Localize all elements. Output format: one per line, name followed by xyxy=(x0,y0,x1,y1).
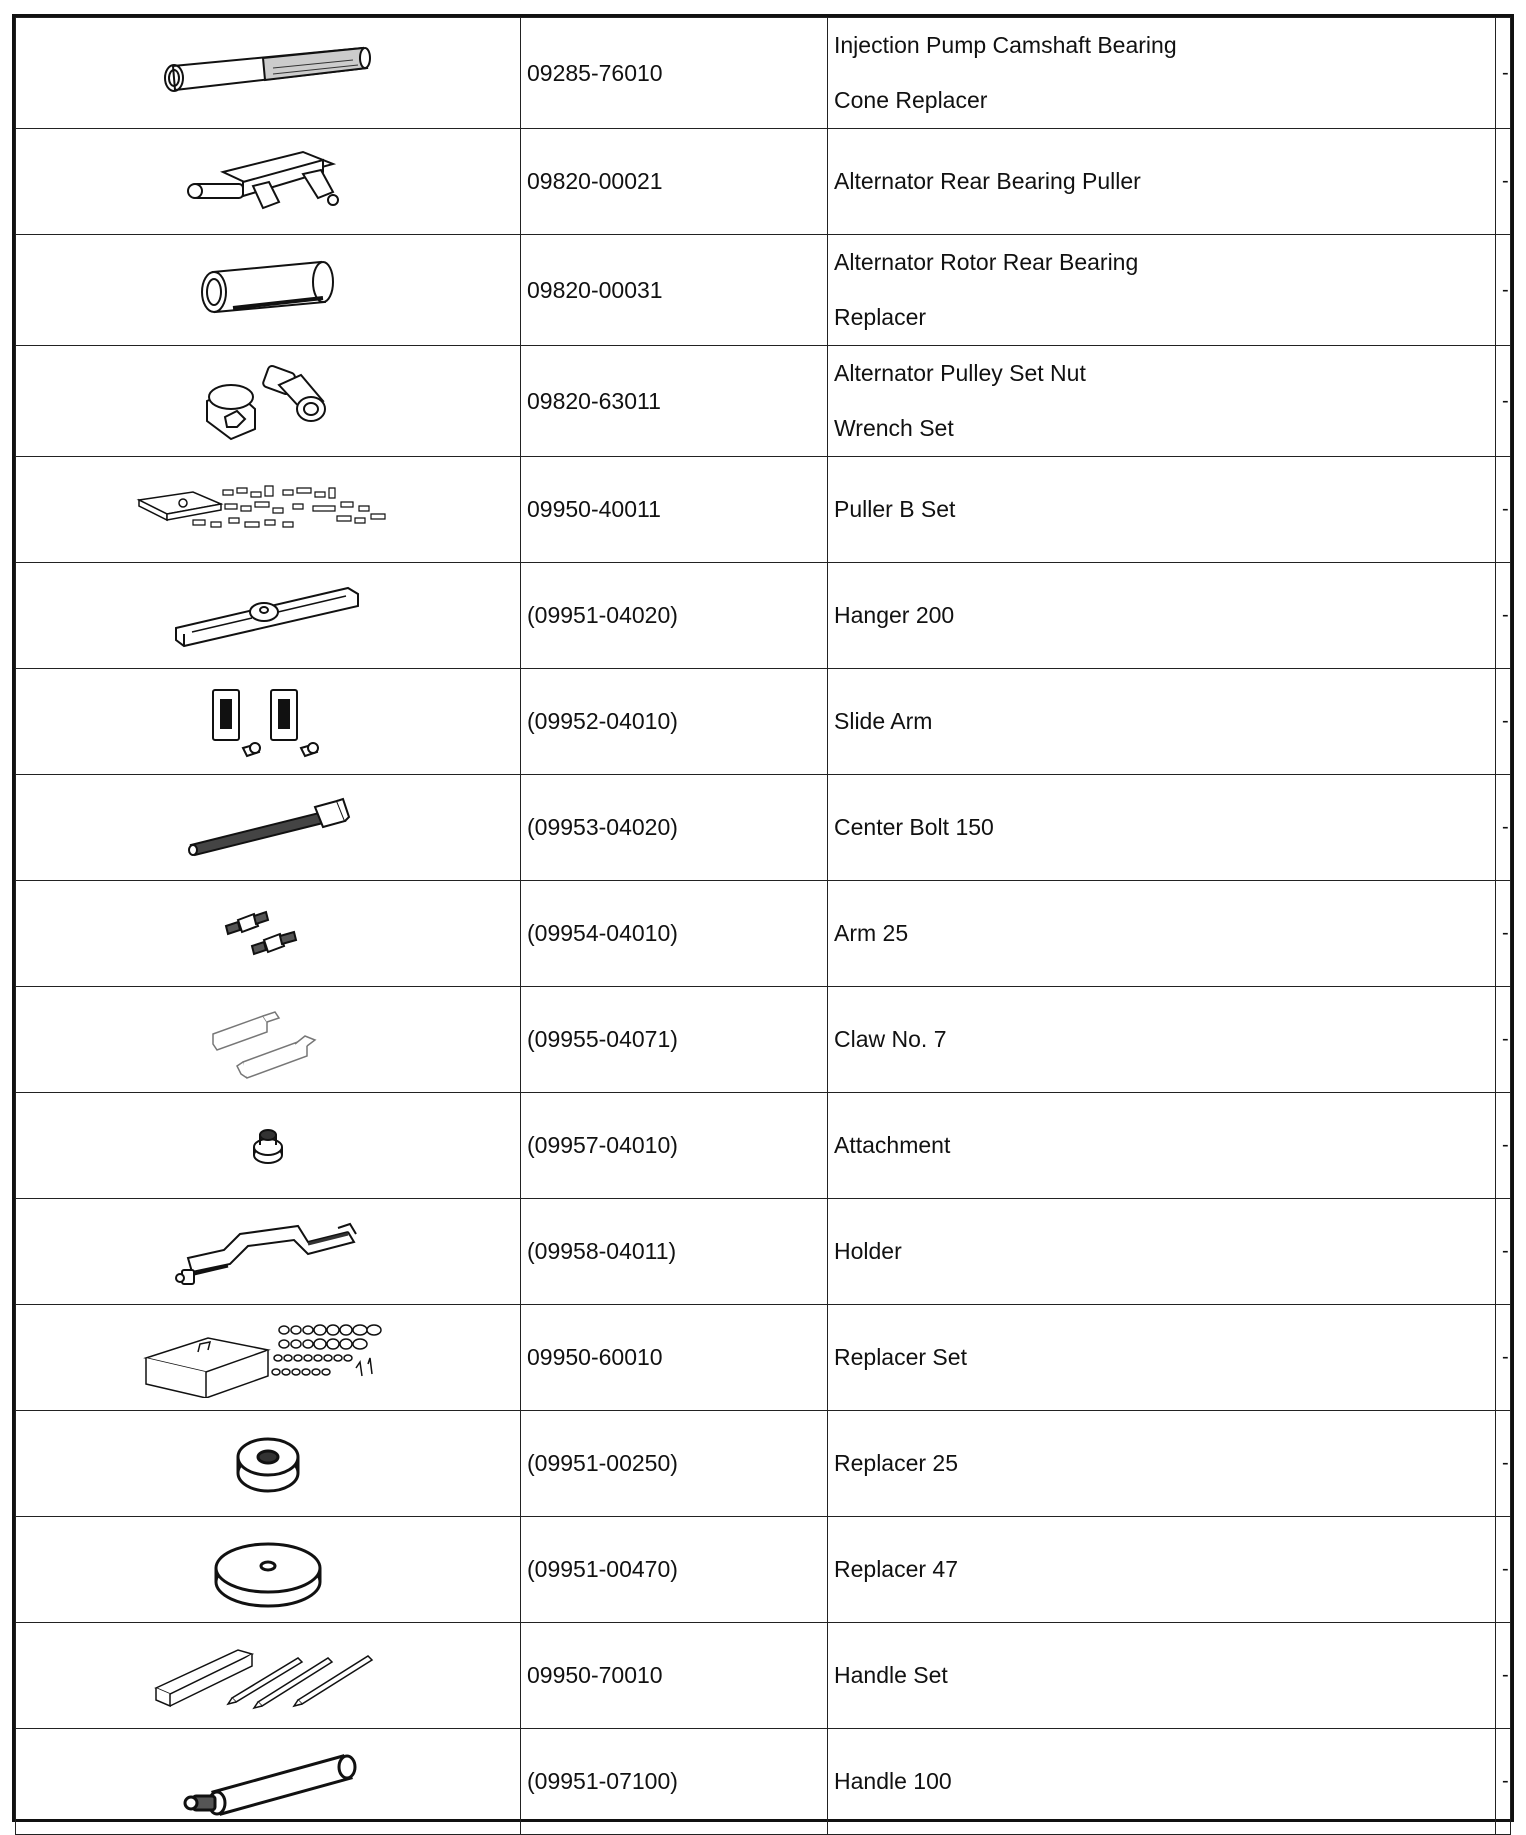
handle-set-icon xyxy=(148,1636,388,1716)
description-line: Alternator Rear Bearing Puller xyxy=(834,168,1141,194)
tool-illustration-cell xyxy=(16,987,521,1093)
note-cell: - xyxy=(1496,129,1511,235)
description-line: Replacer 47 xyxy=(834,1556,959,1582)
description-line: Alternator Pulley Set Nut xyxy=(834,360,1086,386)
table-row xyxy=(16,1729,1511,1835)
note-cell: - xyxy=(1496,235,1511,346)
tool-illustration-cell xyxy=(16,775,521,881)
note-cell: - xyxy=(1496,1517,1511,1623)
tool-description xyxy=(828,235,1496,346)
tool-description xyxy=(828,18,1496,129)
tool-description xyxy=(828,1411,1496,1517)
tool-description xyxy=(828,881,1496,987)
part-number: 09820-63011 xyxy=(521,346,828,457)
table-row xyxy=(16,346,1511,457)
note-cell: - xyxy=(1496,563,1511,669)
part-number: (09951-00470) xyxy=(521,1517,828,1623)
tool-description xyxy=(828,1199,1496,1305)
table-row xyxy=(16,775,1511,881)
tool-illustration-cell xyxy=(16,1305,521,1411)
replacer-set-icon xyxy=(138,1318,398,1398)
table-row xyxy=(16,669,1511,775)
bearing-cone-replacer-icon xyxy=(153,38,383,108)
part-number: (09955-04071) xyxy=(521,987,828,1093)
tool-description xyxy=(828,563,1496,669)
note-cell: - xyxy=(1496,881,1511,987)
tool-illustration-cell xyxy=(16,1411,521,1517)
description-line: Replacer 25 xyxy=(834,1450,959,1476)
description-line: Attachment xyxy=(834,1132,951,1158)
part-number: (09958-04011) xyxy=(521,1199,828,1305)
table-row xyxy=(16,987,1511,1093)
description-line: Claw No. 7 xyxy=(834,1026,947,1052)
claw-icon xyxy=(203,1000,333,1080)
table-row xyxy=(16,1305,1511,1411)
tool-description xyxy=(828,1729,1496,1835)
bearing-replacer-tube-icon xyxy=(193,250,343,330)
description-line: Wrench Set xyxy=(834,415,954,441)
puller-set-icon xyxy=(133,480,403,540)
tool-description xyxy=(828,987,1496,1093)
description-line: Holder xyxy=(834,1238,902,1264)
table-row xyxy=(16,1517,1511,1623)
table-row xyxy=(16,1623,1511,1729)
note-cell: - xyxy=(1496,1305,1511,1411)
part-number: (09951-04020) xyxy=(521,563,828,669)
tool-description xyxy=(828,1517,1496,1623)
tool-illustration-cell xyxy=(16,346,521,457)
part-number: (09953-04020) xyxy=(521,775,828,881)
tool-illustration-cell xyxy=(16,1729,521,1835)
tool-illustration-cell xyxy=(16,669,521,775)
table-row xyxy=(16,563,1511,669)
bearing-puller-icon xyxy=(183,142,353,222)
note-cell: - xyxy=(1496,775,1511,881)
description-line: Cone Replacer xyxy=(834,87,988,113)
description-line: Replacer Set xyxy=(834,1344,967,1370)
note-cell: - xyxy=(1496,669,1511,775)
description-line: Puller B Set xyxy=(834,496,956,522)
part-number: 09285-76010 xyxy=(521,18,828,129)
table-row xyxy=(16,18,1511,129)
special-tools-table-frame xyxy=(12,14,1514,1822)
description-line: Replacer xyxy=(834,304,927,330)
description-line: Handle Set xyxy=(834,1662,948,1688)
special-tools-table xyxy=(15,17,1511,1835)
table-row xyxy=(16,235,1511,346)
part-number: 09820-00021 xyxy=(521,129,828,235)
tool-illustration-cell xyxy=(16,1199,521,1305)
nut-wrench-set-icon xyxy=(193,361,343,441)
description-line: Center Bolt 150 xyxy=(834,814,994,840)
note-cell: - xyxy=(1496,1623,1511,1729)
replacer-47-icon xyxy=(203,1530,333,1610)
note-cell: - xyxy=(1496,1411,1511,1517)
tool-illustration-cell xyxy=(16,18,521,129)
note-cell: - xyxy=(1496,346,1511,457)
attachment-icon xyxy=(243,1121,293,1171)
note-cell: - xyxy=(1496,1729,1511,1835)
table-row xyxy=(16,881,1511,987)
part-number: 09950-70010 xyxy=(521,1623,828,1729)
tool-illustration-cell xyxy=(16,1093,521,1199)
tool-illustration-cell xyxy=(16,1623,521,1729)
replacer-25-icon xyxy=(228,1429,308,1499)
tool-description xyxy=(828,1623,1496,1729)
tool-description xyxy=(828,775,1496,881)
handle-icon xyxy=(173,1742,363,1822)
part-number: (09951-00250) xyxy=(521,1411,828,1517)
holder-icon xyxy=(168,1212,368,1292)
part-number: 09950-40011 xyxy=(521,457,828,563)
note-cell: - xyxy=(1496,457,1511,563)
slide-arm-icon xyxy=(203,682,333,762)
center-bolt-icon xyxy=(183,793,353,863)
description-line: Handle 100 xyxy=(834,1768,952,1794)
table-row xyxy=(16,129,1511,235)
tool-description xyxy=(828,457,1496,563)
tool-illustration-cell xyxy=(16,881,521,987)
tool-description xyxy=(828,129,1496,235)
hanger-icon xyxy=(168,576,368,656)
description-line: Alternator Rotor Rear Bearing xyxy=(834,249,1139,275)
tool-description xyxy=(828,1093,1496,1199)
description-line: Slide Arm xyxy=(834,708,933,734)
part-number: (09951-07100) xyxy=(521,1729,828,1835)
description-line: Hanger 200 xyxy=(834,602,955,628)
tool-illustration-cell xyxy=(16,129,521,235)
tool-description xyxy=(828,1305,1496,1411)
tool-illustration-cell xyxy=(16,235,521,346)
description-line: Injection Pump Camshaft Bearing xyxy=(834,32,1177,58)
part-number: (09957-04010) xyxy=(521,1093,828,1199)
tool-illustration-cell xyxy=(16,457,521,563)
note-cell: - xyxy=(1496,1199,1511,1305)
tool-description xyxy=(828,669,1496,775)
part-number: 09950-60010 xyxy=(521,1305,828,1411)
note-cell: - xyxy=(1496,1093,1511,1199)
description-line: Arm 25 xyxy=(834,920,909,946)
part-number: 09820-00031 xyxy=(521,235,828,346)
tool-description xyxy=(828,346,1496,457)
tool-illustration-cell xyxy=(16,563,521,669)
arm-icon xyxy=(218,904,318,964)
note-cell: - xyxy=(1496,18,1511,129)
tool-illustration-cell xyxy=(16,1517,521,1623)
table-row xyxy=(16,1093,1511,1199)
part-number: (09954-04010) xyxy=(521,881,828,987)
table-row xyxy=(16,1411,1511,1517)
note-cell: - xyxy=(1496,987,1511,1093)
table-row xyxy=(16,457,1511,563)
part-number: (09952-04010) xyxy=(521,669,828,775)
table-row xyxy=(16,1199,1511,1305)
